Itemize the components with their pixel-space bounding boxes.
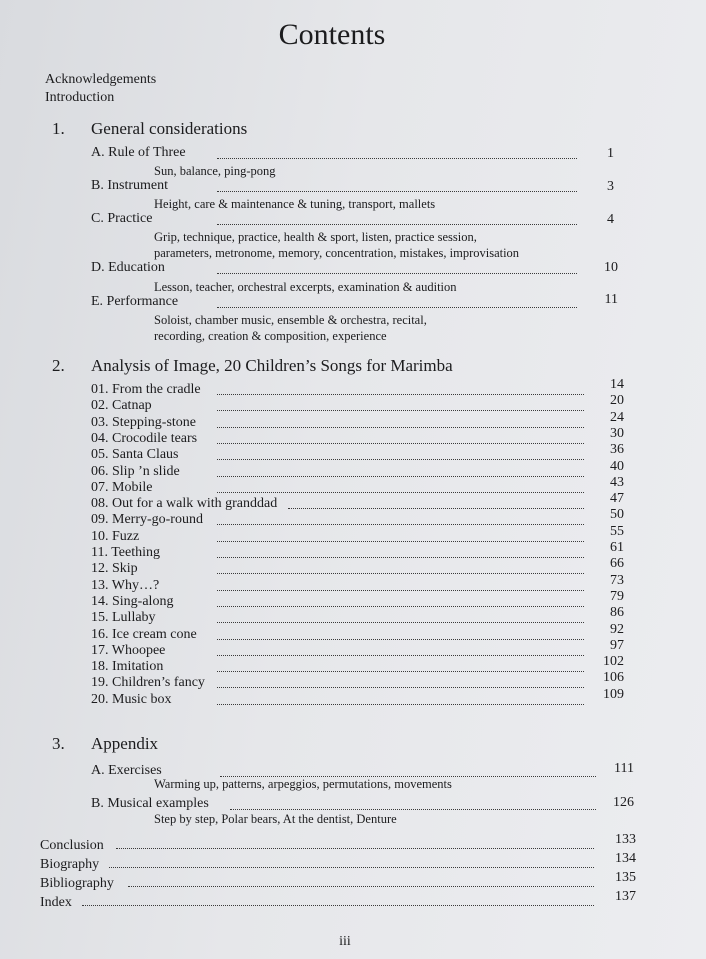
toc-page-number: 4 bbox=[607, 212, 614, 227]
toc-page-number: 11 bbox=[604, 292, 618, 307]
toc-page-number: 3 bbox=[607, 179, 614, 194]
dot-leader bbox=[128, 886, 594, 887]
toc-entry-label: B. Musical examples bbox=[91, 796, 209, 811]
dot-leader bbox=[217, 307, 577, 308]
dot-leader bbox=[217, 459, 584, 460]
song-title: 14. Sing-along bbox=[91, 593, 174, 609]
dot-leader bbox=[217, 541, 584, 542]
toc-page-number: 134 bbox=[615, 851, 636, 866]
page-number: iii bbox=[339, 934, 351, 949]
song-page-number: 86 bbox=[610, 605, 624, 621]
song-title: 19. Children’s fancy bbox=[91, 675, 205, 691]
dot-leader bbox=[217, 394, 584, 395]
song-page-number: 50 bbox=[610, 507, 624, 523]
song-page-number: 73 bbox=[610, 572, 624, 588]
front-matter-acknowledgements: Acknowledgements bbox=[45, 72, 157, 87]
toc-page-number: 133 bbox=[615, 832, 636, 847]
song-title: 11. Teething bbox=[91, 545, 161, 560]
dot-leader bbox=[116, 848, 594, 849]
dot-leader bbox=[217, 492, 584, 493]
song-title: 13. Why…? bbox=[91, 577, 160, 593]
song-title: 15. Lullaby bbox=[91, 610, 156, 626]
song-title: 06. Slip ’n slide bbox=[91, 463, 180, 479]
toc-page-number: 126 bbox=[613, 795, 634, 810]
dot-leader bbox=[217, 191, 577, 192]
dot-leader bbox=[217, 590, 584, 591]
chapter-1-title: General considerations bbox=[91, 119, 248, 138]
song-page-number: 47 bbox=[610, 491, 624, 507]
song-page-number: 43 bbox=[610, 474, 624, 490]
toc-entry-label: Biography bbox=[40, 857, 100, 872]
song-page-number: 36 bbox=[610, 442, 624, 458]
toc-entry-description: Grip, technique, practice, health & sport, listen, practice session, bbox=[154, 230, 477, 244]
song-title: 18. Imitation bbox=[91, 659, 164, 675]
toc-entry-label: D. Education bbox=[91, 260, 165, 275]
song-page-number: 14 bbox=[610, 377, 624, 392]
song-title: 16. Ice cream cone bbox=[91, 626, 197, 642]
song-title: 12. Skip bbox=[91, 561, 138, 577]
toc-entry-label: B. Instrument bbox=[91, 178, 168, 193]
toc-entry-description: Warming up, patterns, arpeggios, permutations, movements bbox=[154, 777, 452, 791]
song-page-number: 109 bbox=[603, 686, 624, 702]
toc-page-number: 1 bbox=[607, 146, 614, 161]
dot-leader bbox=[217, 639, 584, 640]
toc-entry-description: recording, creation & composition, experience bbox=[154, 329, 387, 343]
toc-entry-label: Bibliography bbox=[40, 876, 114, 891]
dot-leader bbox=[217, 704, 584, 705]
dot-leader bbox=[82, 905, 594, 906]
toc-page-number: 111 bbox=[614, 761, 634, 776]
dot-leader bbox=[217, 224, 577, 225]
toc-page-number: 137 bbox=[615, 889, 636, 904]
song-page-number: 30 bbox=[610, 425, 624, 441]
toc-entry-description: Soloist, chamber music, ensemble & orchestra, recital, bbox=[154, 313, 427, 327]
dot-leader bbox=[217, 427, 584, 428]
toc-entry-label: Index bbox=[40, 895, 72, 910]
song-page-number: 79 bbox=[610, 588, 624, 604]
dot-leader bbox=[217, 687, 584, 688]
page-title: Contents bbox=[278, 18, 386, 51]
song-title: 04. Crocodile tears bbox=[91, 430, 198, 446]
toc-entry-description: Height, care & maintenance & tuning, transport, mallets bbox=[154, 197, 436, 211]
toc-entry-description: parameters, metronome, memory, concentration, mistakes, improvisation bbox=[154, 246, 520, 260]
song-page-number: 106 bbox=[603, 670, 624, 686]
song-title: 03. Stepping-stone bbox=[91, 414, 196, 430]
dot-leader bbox=[217, 557, 584, 558]
toc-entry-label: E. Performance bbox=[91, 294, 179, 309]
dot-leader bbox=[230, 809, 596, 810]
chapter-1-number: 1. bbox=[52, 119, 65, 138]
toc-entry-description: Sun, balance, ping-pong bbox=[154, 164, 276, 178]
song-page-number: 20 bbox=[610, 393, 624, 409]
toc-entry-label: A. Exercises bbox=[91, 763, 162, 778]
dot-leader bbox=[217, 410, 584, 411]
song-page-number: 61 bbox=[610, 540, 624, 555]
toc-entry-label: Conclusion bbox=[40, 838, 104, 853]
dot-leader bbox=[217, 273, 577, 274]
song-title: 01. From the cradle bbox=[91, 382, 201, 397]
song-title: 05. Santa Claus bbox=[91, 447, 179, 463]
song-title: 10. Fuzz bbox=[91, 528, 140, 544]
song-title: 02. Catnap bbox=[91, 398, 152, 414]
dot-leader bbox=[217, 573, 584, 574]
song-title: 07. Mobile bbox=[91, 479, 153, 495]
song-page-number: 24 bbox=[610, 409, 624, 425]
song-page-number: 97 bbox=[610, 637, 624, 653]
dot-leader bbox=[217, 524, 584, 525]
dot-leader bbox=[217, 671, 584, 672]
toc-page-number: 135 bbox=[615, 870, 636, 885]
song-page-number: 40 bbox=[610, 458, 624, 474]
song-title: 20. Music box bbox=[91, 691, 172, 707]
song-page-number: 92 bbox=[610, 621, 624, 637]
dot-leader bbox=[217, 476, 584, 477]
dot-leader bbox=[109, 867, 594, 868]
song-title: 09. Merry-go-round bbox=[91, 512, 203, 528]
dot-leader bbox=[217, 622, 584, 623]
toc-page-number: 10 bbox=[604, 260, 618, 275]
song-page-number: 66 bbox=[610, 556, 624, 572]
dot-leader bbox=[217, 606, 584, 607]
chapter-2-title: Analysis of Image, 20 Children’s Songs for Marimba bbox=[91, 356, 453, 375]
toc-entry-description: Lesson, teacher, orchestral excerpts, examination & audition bbox=[154, 280, 457, 294]
dot-leader bbox=[288, 508, 584, 509]
dot-leader bbox=[217, 443, 584, 444]
song-page-number: 102 bbox=[603, 654, 624, 670]
song-page-number: 55 bbox=[610, 523, 624, 539]
chapter-3-title: Appendix bbox=[91, 734, 159, 753]
toc-entry-description: Step by step, Polar bears, At the dentist, Denture bbox=[154, 812, 397, 826]
toc-entry-label: C. Practice bbox=[91, 211, 153, 226]
chapter-2-number: 2. bbox=[52, 356, 65, 375]
toc-entry-label: A. Rule of Three bbox=[91, 145, 186, 160]
chapter-3-number: 3. bbox=[52, 734, 65, 753]
front-matter-introduction: Introduction bbox=[45, 90, 115, 105]
song-title: 08. Out for a walk with granddad bbox=[91, 496, 278, 512]
song-title: 17. Whoopee bbox=[91, 642, 166, 658]
dot-leader bbox=[217, 158, 577, 159]
dot-leader bbox=[217, 655, 584, 656]
